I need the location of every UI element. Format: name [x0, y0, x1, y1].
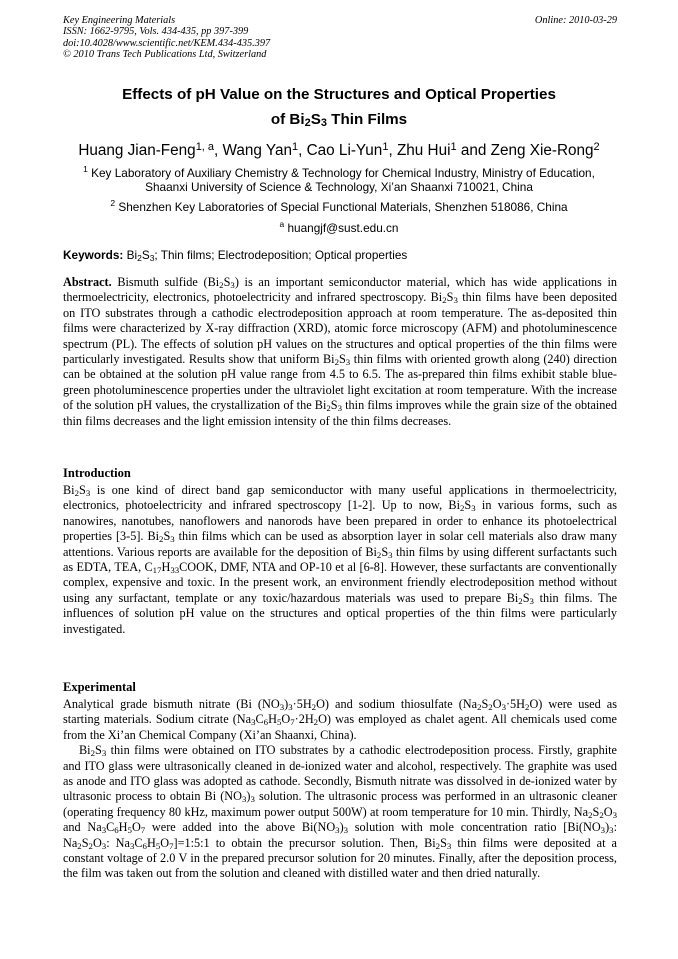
title-line-2: of $Bi_2S_3$ Thin Films [270, 111, 408, 129]
title-line-1: Effects of pH Value on the Structures and Optical Properties [122, 86, 556, 103]
journal-doi: doi:10.4028/www.scientific.net/KEM.434-435.397 [63, 37, 271, 49]
author: Zeng Xie-Rong$^2$ [490, 141, 600, 159]
experimental-paragraph-2: $Bi_2S_3$ thin films were obtained on ITO substrates by a cathodic electrodeposition process. Firstly, graphite and ITO glass were ultrasonically cleaned in de-ionized water and alcohol, respectively. The graphite was used as anode and ITO glass was adopted as cathode. Secondly, Bismuth nitrate was dissolved in de-ionized water by ultrasonic process to obtain Bi $(NO_3)_3$ solution. The ultrasonic process was performed in an ultrasonic cleaner (operating frequency 80 kHz, maximum power output 500W) at room temperature for 10 min. Thirdly, $Na_2S_2O_3$ and $Na_3C_6H_5O_7$ were added into the above $Bi(NO_3)_3$ solution with mole concentration ratio [$Bi(NO_3)_3$: $Na_2S_2O_3$: $Na_3C_6H_5O_7]=1:5:1$ to obtain the precursor solution. Then, $Bi_2S_3$ thin films were deposited at a constant voltage of 2.0 V in the prepared precursor solution for 20 minutes. Finally, after the deposition process, the film was taken out from the solution and cleaned with distilled water and then dried naturally. [63, 743, 617, 881]
keywords-label: Keywords: [63, 248, 124, 262]
author: Wang Yan$^1$, [222, 141, 307, 159]
introduction-body: $Bi_2S_3$ is one kind of direct band gap semiconductor with many useful applications in thermoelectricity, electronics, photoelectricity and infrared spectroscopy [1-2]. Up to now, $Bi_2S_3$ in various forms, such as nanowires, nanotubes, nanoflowers and nanorods have been prepared in order to enhance its photoelectrical properties [3-5]. $Bi_2S_3$ thin films which can be used as absorption layer in solar cell materials also draw many attentions. Various reports are available for the deposition of $Bi_2S_3$ thin films by using different surfactants such as EDTA, TEA, $C_{17}H_{33}COOK$, DMF, NTA and OP-10 et al [6-8]. However, these surfactants are conventionally complex, expensive and toxic. In the present work, an environment friendly electrodeposition method without using any surfactant, template or any toxic/hazardous materials was used to prepare $Bi_2S_3$ thin films. The influences of solution pH value on the structures and optical properties of the thin films were particularly investigated. [63, 483, 618, 636]
experimental-paragraph-1: Analytical grade bismuth nitrate (Bi $(NO_3)_3\cdot 5H_2O$) and sodium thiosulfate $(Na_2S_2O_3\cdot 5H_2O)$ were used as starting materials. Sodium citrate $(Na_3C_6H_5O_7\cdot 2H_2O)$ was employed as chalet agent. All chemicals used come from the Xi’an Chemical Company (Xi’an Shaanxi, China). [63, 697, 617, 742]
section-heading-introduction: Introduction [63, 466, 131, 480]
author-list [20, 141, 658, 161]
keywords: Keywords: $Bi_2S_3$; Thin films; Electrodeposition; Optical properties [63, 248, 408, 263]
paper-title [40, 82, 638, 132]
journal-copyright: © 2010 Trans Tech Publications Ltd, Switzerland [63, 48, 267, 60]
section-heading-experimental: Experimental [63, 680, 136, 694]
abstract-label: Abstract. [63, 275, 112, 289]
journal-name: Key Engineering Materials [63, 15, 176, 26]
corresponding-email[interactable]: $^a$ huangjf@sust.edu.cn [279, 218, 399, 235]
online-date: Online: 2010-03-29 [534, 15, 617, 26]
author: Zhu Hui$^1$ and [396, 141, 491, 159]
author: Cao Li-Yun$^1$, [306, 141, 397, 159]
experimental-body [63, 697, 617, 882]
abstract: Abstract. Bismuth sulfide $(Bi_2S_3)$ is an important semiconductor material, which has wide applications in thermoelectricity, electronics, photoelectricity and infrared spectroscopy. $Bi_2S_3$ thin films have been deposited on ITO substrates through a cathodic electrodeposition approach at room temperature. The as-deposited thin films were characterized by X-ray diffraction (XRD), atomic force microscopy (AFM) and photoluminescence spectrum (PL). The effects of solution pH values on the structures and optical properties of the thin films were particularly investigated. Results show that uniform $Bi_2S_3$ thin films with oriented growth along (240) direction can be obtained at the solution pH value range from 4.5 to 6.5. The as-prepared thin films exhibit stable blue-green photoluminescence properties under the ultraviolet light excitation at room temperature. With the increase of the solution pH values, the crystallization of the $Bi_2S_3$ thin films improves while the grain size of the obtained thin films decreases and the light emission intensity of the thin films decreases. [63, 275, 618, 428]
journal-issn: ISSN: 1662-9795, Vols. 434-435, pp 397-399 [63, 26, 249, 38]
journal-header [63, 15, 617, 60]
affiliation-1: $^1$ Key Laboratory of Auxiliary Chemistry & Technology for Chemical Industry, Ministry of Education, Shaanxi University of Science & Technology, Xi’an Shaanxi 710021, China [83, 164, 595, 195]
affiliations [50, 166, 628, 241]
affiliation-2: $^2$ Shenzhen Key Laboratories of Special Functional Materials, Shenzhen 518086, China [110, 198, 568, 215]
author: Huang Jian-Feng$^{1, a}$, [78, 141, 223, 159]
